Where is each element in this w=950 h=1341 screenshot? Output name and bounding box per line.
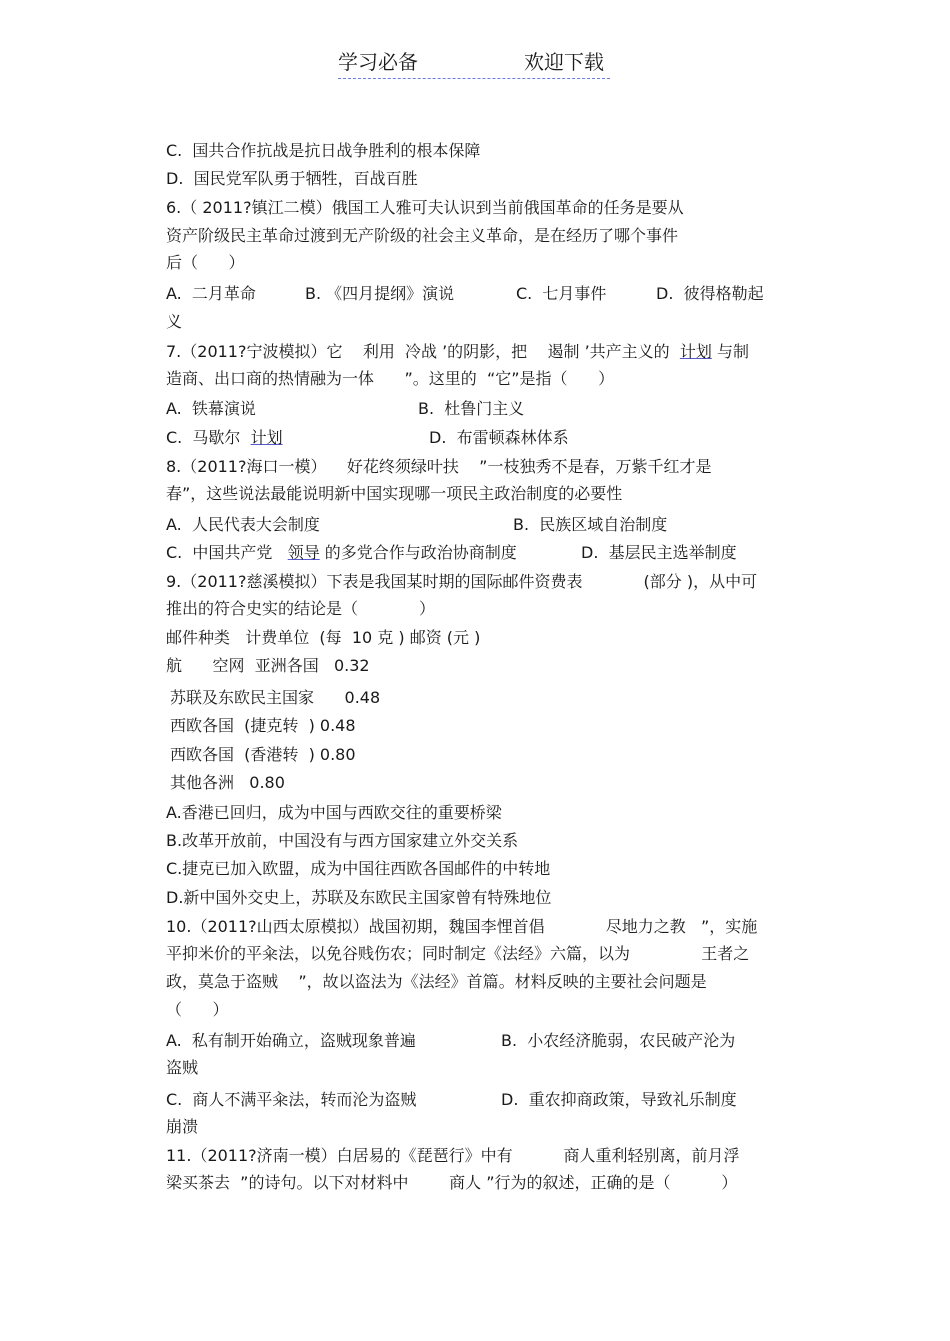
q8-option-c-text: C. 中国共产党 <box>166 543 288 562</box>
q7-option-b: B. 杜鲁门主义 <box>418 399 525 418</box>
q10-stem-line: 政，莫急于盗贼 ”，故以盗法为《法经》首篇。材料反映的主要社会问题是 <box>166 972 707 991</box>
q10-option-b-wrap: 盗贼 <box>166 1058 199 1077</box>
q8-option-a: A. 人民代表大会制度 <box>166 515 320 534</box>
q9-table-row: 西欧各国 (捷克转 ) 0.48 <box>170 716 356 735</box>
q11-stem-line: 11.（2011?济南一模）白居易的《琵琶行》中有 商人重利轻别离，前月浮 <box>166 1146 740 1165</box>
q9-table-header: 邮件种类 计费单位 (每 10 克 ) 邮资 (元 ) <box>166 628 481 647</box>
q9-stem-line: 推出的符合史实的结论是（ ） <box>166 599 436 618</box>
q8-underlined-term: 领导 <box>287 543 320 562</box>
q10-option-a: A. 私有制开始确立，盗贼现象普遍 <box>166 1031 416 1050</box>
q9-table-row: 西欧各国 (香港转 ) 0.80 <box>170 745 356 764</box>
q5-option-d: D. 国民党军队勇于牺牲，百战百胜 <box>166 169 418 188</box>
q8-option-d: D. 基层民主选举制度 <box>581 543 737 562</box>
q8-option-b: B. 民族区域自治制度 <box>513 515 668 534</box>
q9-table-row: 苏联及东欧民主国家 0.48 <box>170 688 381 707</box>
q10-stem-line: （ ） <box>166 1000 229 1019</box>
header-left-text: 学习必备 <box>338 50 418 74</box>
q8-option-c <box>166 543 517 563</box>
q8-stem-line: 春”，这些说法最能说明新中国实现哪一项民主政治制度的必要性 <box>166 484 623 503</box>
q9-option-c: C.捷克已加入欧盟，成为中国往西欧各国邮件的中转地 <box>166 859 551 878</box>
q7-stem-line <box>166 342 749 362</box>
q8-option-c-text: 的多党合作与政治协商制度 <box>319 543 517 562</box>
q7-stem-line: 造商、出口商的热情融为一体 ”。这里的 “它”是指（ ） <box>166 369 615 388</box>
q6-stem-line: 资产阶级民主革命过渡到无产阶级的社会主义革命，是在经历了哪个事件 <box>166 226 679 245</box>
q7-option-c-text: C. 马歇尔 <box>166 428 251 447</box>
q9-option-d: D.新中国外交史上，苏联及东欧民主国家曾有特殊地位 <box>166 888 552 907</box>
q7-option-a: A. 铁幕演说 <box>166 399 256 418</box>
q9-option-a: A.香港已回归，成为中国与西欧交往的重要桥梁 <box>166 803 502 822</box>
q10-option-d: D. 重农抑商政策，导致礼乐制度 <box>501 1090 737 1109</box>
q9-table-row: 其他各洲 0.80 <box>170 773 285 792</box>
q6-stem-line: 6.（ 2011?镇江二模）俄国工人雅可夫认识到当前俄国革命的任务是要从 <box>166 198 684 217</box>
page-header <box>338 46 610 79</box>
q9-stem-line: 9.（2011?慈溪模拟）下表是我国某时期的国际邮件资费表 (部分 )，从中可 <box>166 572 758 591</box>
q6-option-d: D. 彼得格勒起 <box>656 284 764 303</box>
q10-option-c: C. 商人不满平籴法，转而沦为盗贼 <box>166 1090 417 1109</box>
q11-stem-line: 梁买茶去 ”的诗句。以下对材料中 商人 ”行为的叙述，正确的是（ ） <box>166 1173 738 1192</box>
q6-option-a: A. 二月革命 <box>166 284 256 303</box>
q10-stem-line: 10.（2011?山西太原模拟）战国初期，魏国李悝首倡 尽地力之教 ”，实施 <box>166 917 758 936</box>
q7-option-d: D. 布雷顿森林体系 <box>429 428 569 447</box>
q7-stem-text: 与制 <box>711 342 749 361</box>
q6-stem-line: 后（ ） <box>166 253 245 272</box>
q10-option-b: B. 小农经济脆弱，农民破产沦为 <box>501 1031 736 1050</box>
q7-underlined-term: 计划 <box>679 342 712 361</box>
q6-option-c: C. 七月事件 <box>516 284 607 303</box>
q10-option-d-wrap: 崩溃 <box>166 1117 199 1136</box>
q7-underlined-term: 计划 <box>250 428 283 447</box>
q10-stem-line: 平抑米价的平籴法，以免谷贱伤农；同时制定《法经》六篇，以为 王者之 <box>166 944 750 963</box>
q7-option-c <box>166 428 283 448</box>
q6-option-d-wrap: 义 <box>166 312 183 331</box>
q5-option-c: C. 国共合作抗战是抗日战争胜利的根本保障 <box>166 141 481 160</box>
q9-table-row: 航 空网 亚洲各国 0.32 <box>166 656 370 675</box>
q7-stem-text: 7.（2011?宁波模拟）它 利用 冷战 ’的阴影，把 遏制 ’共产主义的 <box>166 342 680 361</box>
q6-option-b: B. 《四月提纲》演说 <box>305 284 455 303</box>
q8-stem-line: 8.（2011?海口一模） 好花终须绿叶扶 ”一枝独秀不是春，万紫千红才是 <box>166 457 712 476</box>
q9-option-b: B.改革开放前，中国没有与西方国家建立外交关系 <box>166 831 519 850</box>
header-right-text: 欢迎下载 <box>524 50 604 74</box>
